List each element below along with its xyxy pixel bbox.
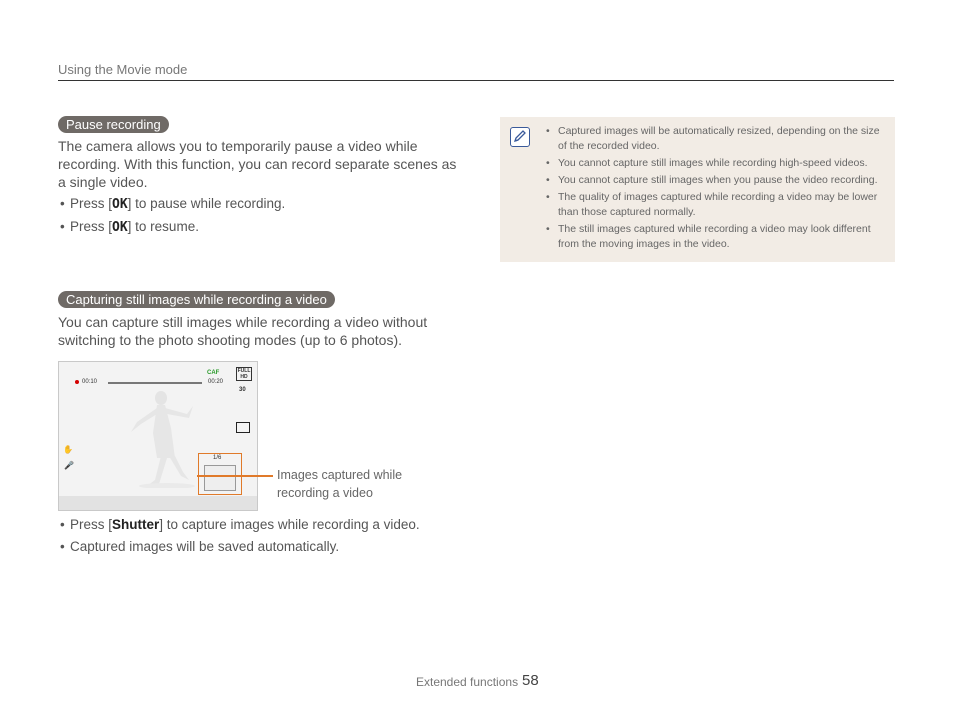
note-list — [546, 124, 888, 254]
capture-still-body: You can capture still images while recording a video without switching to the photo shooting modes (up to 6 photos). — [58, 314, 428, 348]
page-number: 58 — [522, 672, 539, 689]
pause-recording-body: The camera allows you to temporarily pause a video while recording. With this function, you can record separate scenes as a single video. — [58, 138, 457, 190]
callout-label — [277, 466, 402, 502]
bullet-text: Press [ — [70, 517, 113, 532]
bullet-text: Press [ — [70, 196, 113, 211]
bullet-text: Press [ — [70, 219, 113, 234]
list-item: • Captured images will be automatically resized, depending on the size of the recorded video. — [546, 124, 888, 154]
note-box — [500, 117, 895, 262]
pause-bullets — [58, 195, 285, 241]
microphone-icon: 🎤 — [64, 461, 74, 470]
pause-recording-heading: Pause recording — [58, 116, 169, 133]
screen-bottom-bar — [59, 496, 257, 510]
capture-still-heading: Capturing still images while recording a video — [58, 291, 335, 308]
recording-progress-bar — [108, 382, 202, 384]
callout-line-2: recording a video — [277, 486, 373, 500]
section-header: Using the Movie mode — [58, 62, 188, 77]
movie-size-icon: FULL HD — [237, 368, 251, 380]
elapsed-time: 00:10 — [82, 379, 98, 385]
header-divider — [58, 80, 894, 81]
metering-icon — [236, 422, 250, 433]
footer-label: Extended functions — [416, 675, 519, 689]
frame-rate-icon: 30 — [239, 387, 246, 393]
bullet-text: ] to pause while recording. — [127, 196, 286, 211]
capture-counter: 1/6 — [213, 455, 222, 461]
focus-mode-label: CAF — [207, 370, 220, 376]
total-time: 00:20 — [208, 379, 224, 385]
thumbnail-frame — [204, 465, 236, 491]
ok-key-icon: OK — [112, 220, 128, 235]
list-item: • You cannot capture still images when you pause the video recording. — [546, 173, 888, 188]
list-item: • Captured images will be saved automatically. — [58, 538, 420, 556]
list-item: • You cannot capture still images while recording high-speed videos. — [546, 156, 888, 171]
captured-image-thumbnail — [198, 453, 242, 495]
bullet-text: ] to resume. — [127, 219, 199, 234]
stabilizer-hand-icon: ✋ — [63, 445, 73, 454]
ok-key-icon: OK — [112, 197, 128, 212]
list-item — [58, 516, 420, 534]
note-pencil-icon — [510, 127, 530, 147]
list-item: • The quality of images captured while recording a video may be lower than those captured normally. — [546, 190, 888, 220]
recording-dot-icon — [75, 380, 79, 384]
callout-leader-line — [197, 475, 273, 477]
capture-bullets — [58, 516, 420, 560]
camera-screen-illustration — [58, 361, 258, 511]
dancer-silhouette-icon — [127, 388, 199, 488]
list-item: • The still images captured while recording a video may look different from the moving images in the video. — [546, 222, 888, 252]
bullet-text: ] to capture images while recording a video. — [159, 517, 420, 532]
shutter-key-label: Shutter — [112, 517, 160, 532]
callout-line-1: Images captured while — [277, 468, 403, 482]
list-item — [58, 218, 285, 237]
list-item — [58, 195, 285, 214]
